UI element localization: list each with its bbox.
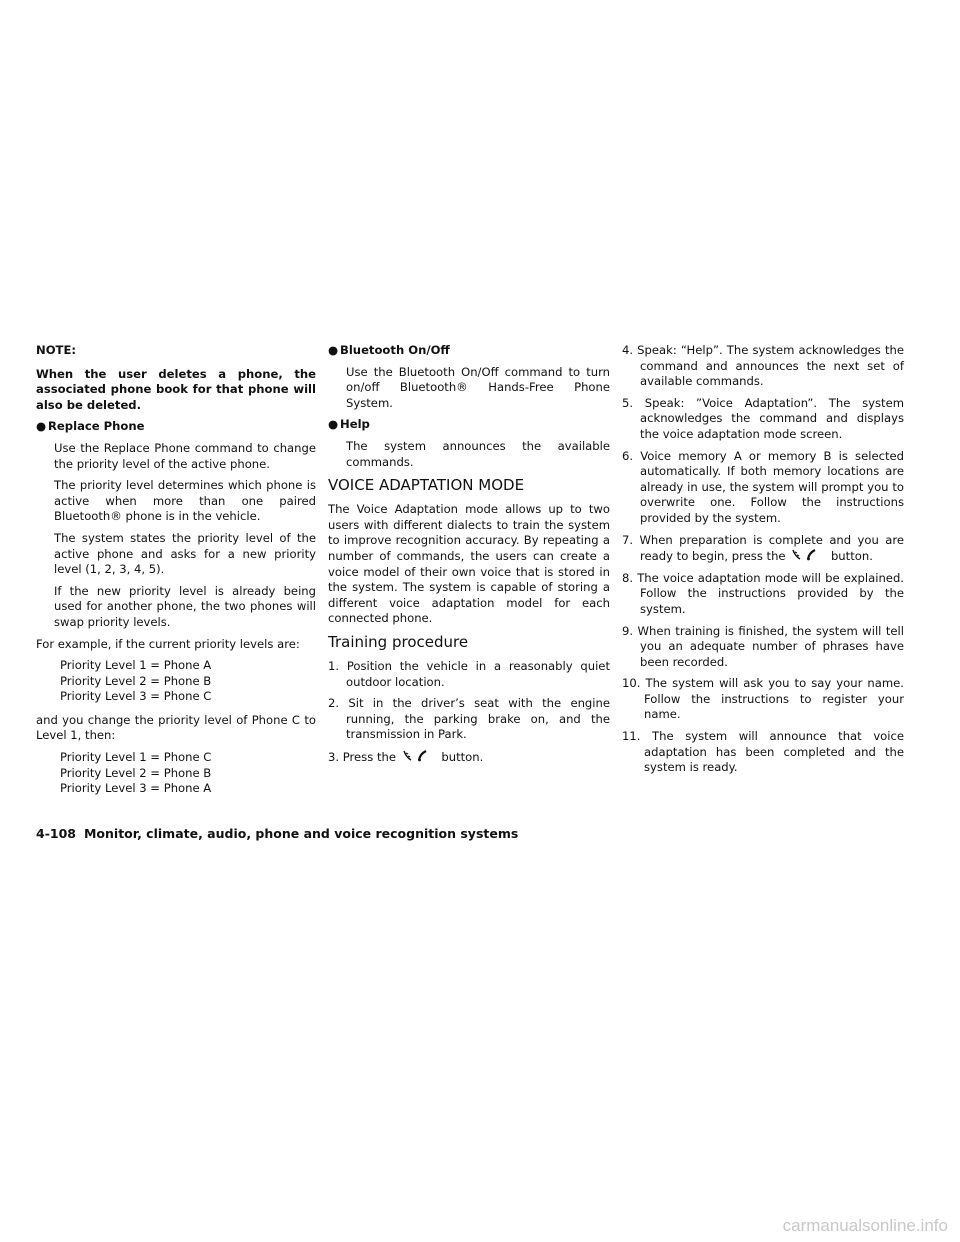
list-item: Priority Level 1 = Phone A — [60, 658, 212, 673]
list-item: Priority Level 1 = Phone C — [60, 750, 212, 765]
step-3 — [328, 749, 610, 766]
list-item: Priority Level 3 = Phone C — [60, 689, 212, 704]
paragraph: The system announces the available commands. — [346, 438, 610, 469]
heading-voice-adaptation: VOICE ADAPTATION MODE — [328, 476, 525, 495]
paragraph: For example, if the current priority levels are: — [36, 636, 300, 651]
paragraph: The priority level determines which phone is active when more than one paired Bluetooth® phone is in the vehicle. — [54, 478, 316, 524]
paragraph: If the new priority level is already being used for another phone, the two phones will swap priority levels. — [54, 583, 316, 629]
column-left — [36, 343, 316, 797]
section-title: Monitor, climate, audio, phone and voice recognition systems — [83, 826, 519, 841]
paragraph: The system states the priority level of the active phone and asks for a new priority level (1, 2, 3, 4, 5). — [54, 530, 316, 577]
bullet-title: Help — [340, 417, 370, 432]
note-label: NOTE: — [36, 343, 77, 357]
step-5: 5. Speak: ”Voice Adaptation”. The system acknowledges the command and displays the voice adaptation mode screen. — [622, 395, 904, 441]
step-3-text-end: button. — [441, 749, 484, 764]
paragraph: The Voice Adaptation mode allows up to two users with different dialects to train the system to improve recognition accuracy. By repeating a number of commands, the users can create a voice model of their own voice that is stored in the system. The system is capable of storing a different voice adaptation model for each connected phone. — [328, 502, 610, 626]
bullet-dot-icon: ● — [36, 419, 47, 434]
bullet-dot-icon: ● — [328, 417, 339, 432]
heading-training-procedure: Training procedure — [328, 632, 469, 651]
bullet-title: Bluetooth On/Off — [340, 343, 450, 357]
step-3-text: 3. Press the — [328, 749, 396, 764]
step-1: 1. Position the vehicle in a reasonably quiet outdoor location. — [328, 658, 610, 689]
step-7-text: 7. When preparation is complete and you are ready to begin, press the — [622, 532, 904, 564]
step-10: 10. The system will ask you to say your name. Follow the instructions to register your name. — [622, 676, 904, 722]
list-item: Priority Level 3 = Phone A — [60, 781, 212, 796]
paragraph: Use the Replace Phone command to change the priority level of the active phone. — [54, 440, 316, 471]
step-9: 9. When training is finished, the system will tell you an adequate number of phrases have been recorded. — [622, 623, 904, 669]
talk-button-icon — [402, 749, 430, 762]
bullet-help — [328, 417, 610, 433]
bullet-title: Replace Phone — [48, 419, 145, 434]
column-right — [622, 343, 904, 782]
step-7-text-end: button. — [830, 549, 873, 564]
page-number: 4-108 — [36, 826, 76, 841]
list-item: Priority Level 2 = Phone B — [60, 673, 212, 688]
step-7 — [622, 533, 904, 565]
bullet-bluetooth — [328, 343, 610, 359]
watermark: carmanualsonline.info — [782, 1216, 948, 1235]
bullet-dot-icon: ● — [328, 343, 339, 357]
step-11: 11. The system will announce that voice adaptation has been completed and the system is ready. — [622, 729, 904, 775]
paragraph: and you change the priority level of Phone C to Level 1, then: — [36, 712, 316, 743]
page-footer — [36, 826, 518, 841]
note-text: When the user deletes a phone, the associated phone book for that phone will also be deleted. — [36, 366, 316, 412]
priority-list-after — [36, 750, 316, 797]
step-4: 4. Speak: “Help”. The system acknowledges the command and announces the next set of available commands. — [622, 343, 904, 389]
talk-button-icon — [791, 548, 819, 561]
step-6: 6. Voice memory A or memory B is selected automatically. If both memory locations are already in use, the system will prompt you to overwrite one. Follow the instructions provided by the system. — [622, 448, 904, 525]
list-item: Priority Level 2 = Phone B — [60, 765, 212, 780]
priority-list-before — [36, 658, 316, 705]
paragraph: Use the Bluetooth On/Off command to turn on/off Bluetooth® Hands-Free Phone System. — [346, 364, 610, 410]
column-middle — [328, 343, 610, 771]
step-8: 8. The voice adaptation mode will be explained. Follow the instructions provided by the system. — [622, 570, 904, 616]
bullet-replace-phone — [36, 419, 316, 435]
step-2: 2. Sit in the driver’s seat with the engine running, the parking brake on, and the transmission in Park. — [328, 696, 610, 742]
